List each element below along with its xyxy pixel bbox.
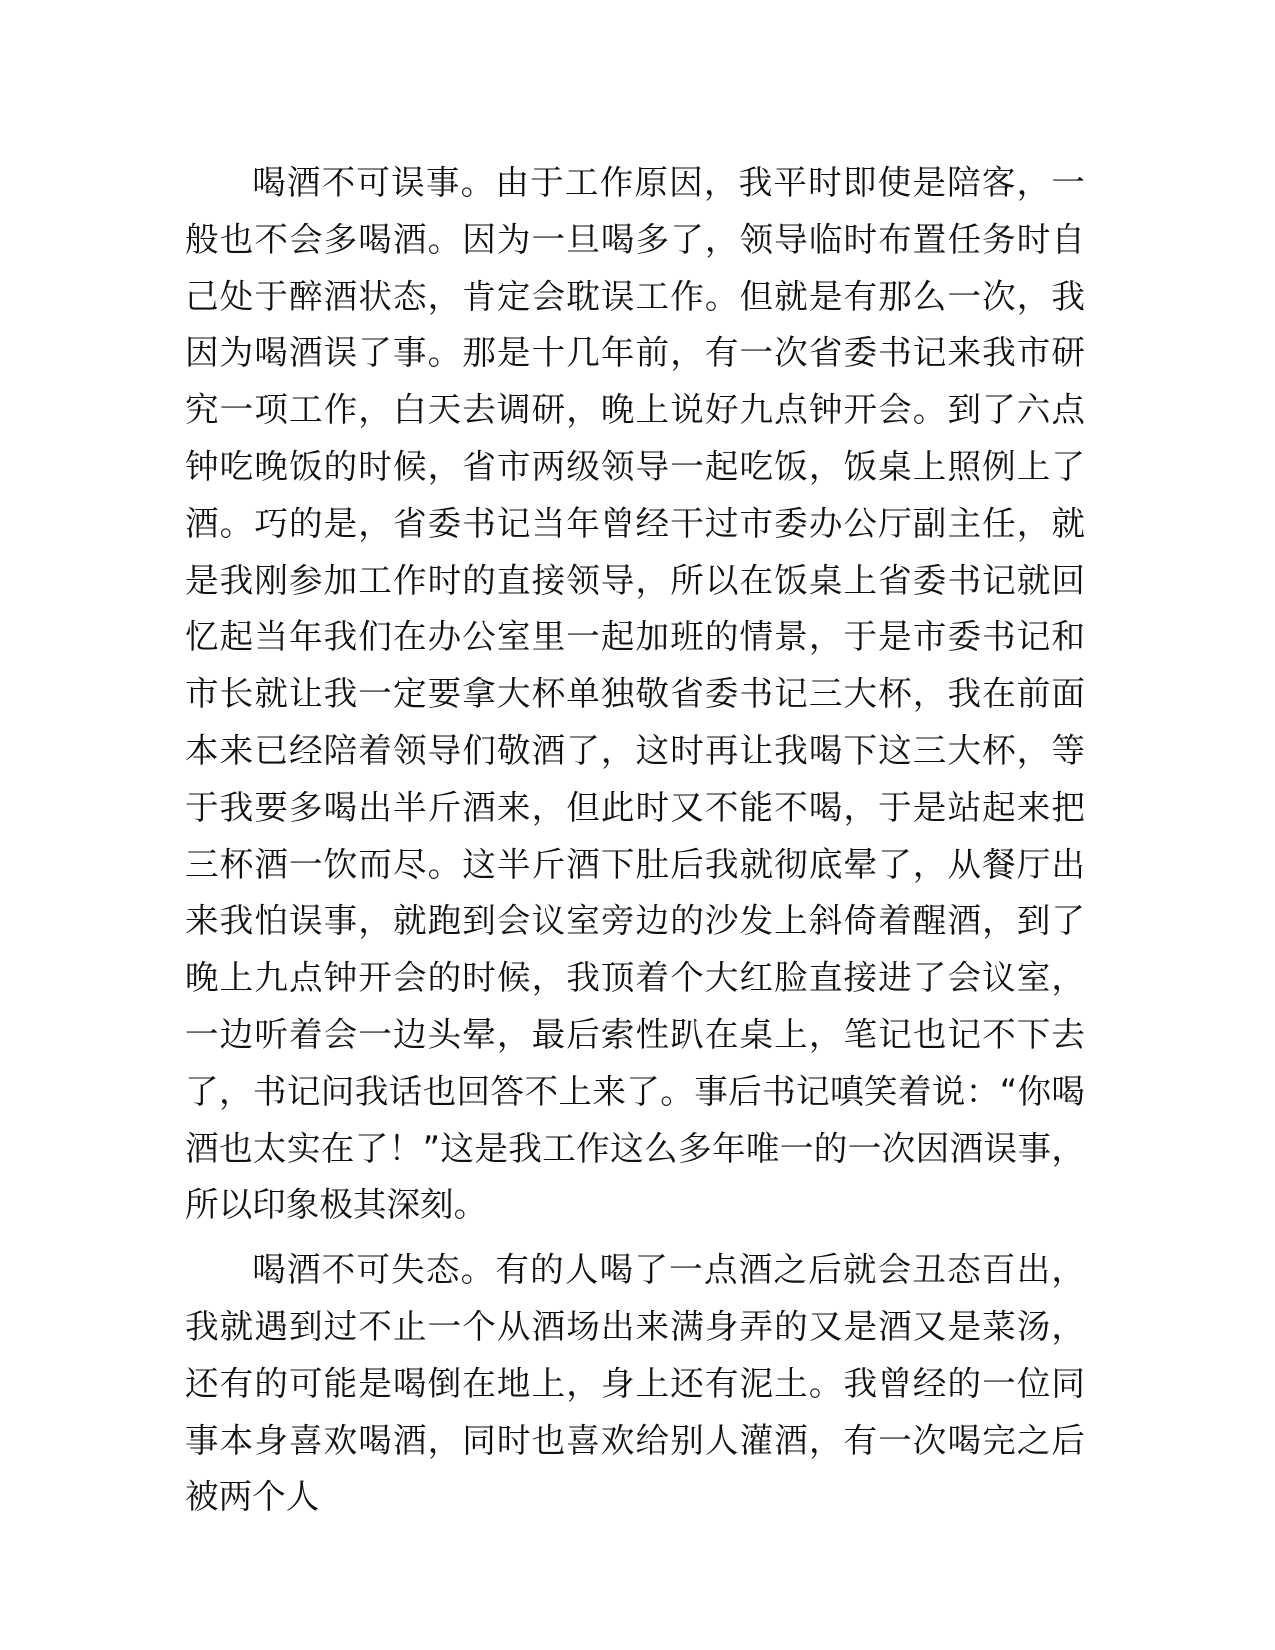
paragraph-drinking-manners: 喝酒不可失态。有的人喝了一点酒之后就会丑态百出，我就遇到过不止一个从酒场出来满身弄的又是酒又是菜汤，还有的可能是喝倒在地上，身上还有泥土。我曾经的一位同事本身喜欢喝酒，同时也喜欢给别人灌酒，有一次喝完之后被两个人 bbox=[185, 1250, 1085, 1517]
document-body bbox=[185, 155, 1085, 1534]
paragraph-drinking-mistake: 喝酒不可误事。由于工作原因，我平时即使是陪客，一般也不会多喝酒。因为一旦喝多了，领导临时布置任务时自己处于醉酒状态，肯定会耽误工作。但就是有那么一次，我因为喝酒误了事。那是十几年前，有一次省委书记来我市研究一项工作，白天去调研，晚上说好九点钟开会。到了六点钟吃晚饭的时候，省市两级领导一起吃饭，饭桌上照例上了酒。巧的是，省委书记当年曾经干过市委办公厅副主任，就是我刚参加工作时的直接领导，所以在饭桌上省委书记就回忆起当年我们在办公室里一起加班的情景，于是市委书记和市长就让我一定要拿大杯单独敬省委书记三大杯，我在前面本来已经陪着领导们敬酒了，这时再让我喝下这三大杯，等于我要多喝出半斤酒来，但此时又不能不喝，于是站起来把三杯酒一饮而尽。这半斤酒下肚后我就彻底晕了，从餐厅出来我怕误事，就跑到会议室旁边的沙发上斜倚着醒酒，到了晚上九点钟开会的时候，我顶着个大红脸直接进了会议室，一边听着会一边头晕，最后索性趴在桌上，笔记也记不下去了，书记问我话也回答不上来了。事后书记嗔笑着说：“你喝酒也太实在了！”这是我工作这么多年唯一的一次因酒误事，所以印象极其深刻。 bbox=[185, 163, 1085, 1225]
